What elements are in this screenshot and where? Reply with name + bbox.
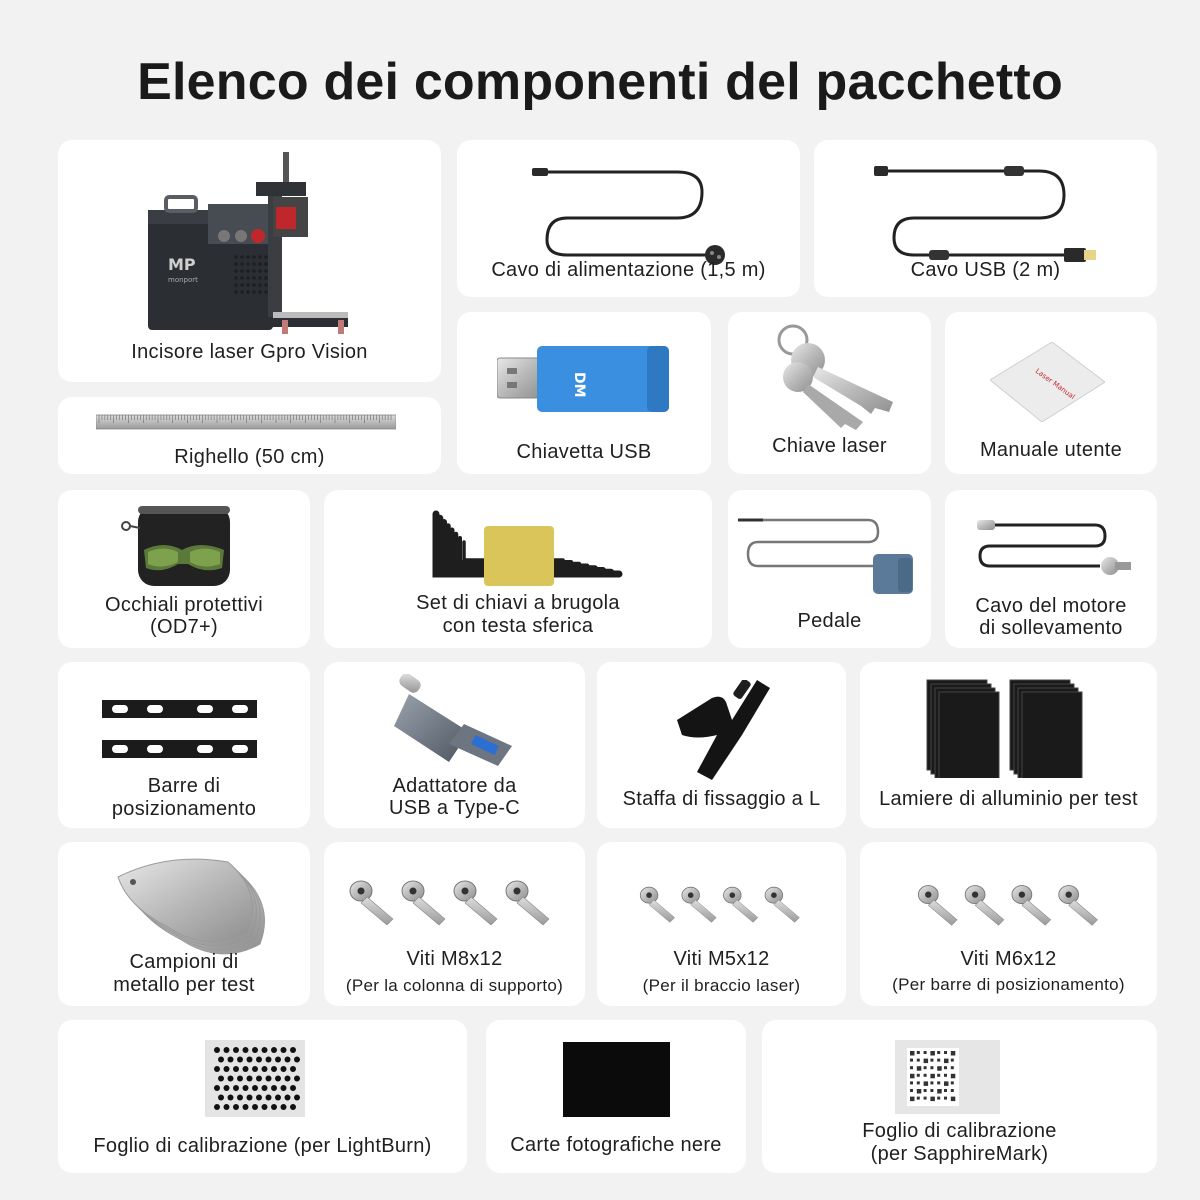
hex-key-set-icon (424, 504, 629, 594)
m8-screws-icon (344, 877, 554, 927)
component-sublabel: (Per la colonna di supporto) (345, 976, 564, 995)
ruler-icon (96, 413, 396, 433)
component-card-ruler (58, 397, 441, 474)
component-label: (OD7+) (150, 616, 218, 638)
component-label: Manuale utente (979, 439, 1123, 461)
component-card-hex-key-set (324, 490, 712, 648)
component-card-l-bracket (597, 662, 846, 828)
component-card-m5-screws (597, 842, 846, 1006)
black-photo-paper-icon (563, 1042, 670, 1117)
component-label: Chiave laser (772, 435, 887, 457)
component-card-manual (945, 312, 1157, 474)
component-label: Righello (50 cm) (174, 446, 325, 468)
component-card-black-photo-paper (486, 1020, 746, 1173)
component-label: posizionamento (111, 798, 257, 820)
svg-text:MP: MP (168, 255, 196, 274)
component-label: Viti M8x12 (406, 948, 503, 970)
component-card-pedal (728, 490, 931, 648)
component-card-usb-stick (457, 312, 711, 474)
calibration-sheet-sapphiremark-icon (895, 1040, 1000, 1114)
usb-stick-icon (497, 342, 672, 417)
component-label: Campioni di (129, 951, 239, 973)
manual-icon (990, 342, 1105, 422)
svg-text:Laser Manual: Laser Manual (1033, 367, 1077, 402)
component-card-goggles (58, 490, 310, 648)
component-label: Occhiali protettivi (105, 594, 263, 616)
svg-text:monport: monport (168, 276, 198, 284)
component-label: di sollevamento (979, 617, 1123, 639)
component-label: Incisore laser Gpro Vision (131, 341, 368, 363)
lift-motor-cable-icon (975, 518, 1135, 578)
usb-cable-icon (869, 160, 1099, 265)
component-card-calibration-sheet-sapphiremark (762, 1020, 1157, 1173)
component-label: Adattatore da (392, 775, 517, 797)
component-label: Cavo del motore (975, 595, 1127, 617)
pedal-icon (738, 518, 923, 598)
m5-screws-icon (632, 884, 807, 924)
component-card-metal-samples (58, 842, 310, 1006)
component-label: Foglio di calibrazione (862, 1120, 1057, 1142)
component-label: Staffa di fissaggio a L (622, 788, 821, 810)
component-card-m8-screws (324, 842, 585, 1006)
component-label: (per SapphireMark) (870, 1143, 1049, 1165)
component-card-positioning-bars (58, 662, 310, 828)
page-title: Elenco dei componenti del pacchetto (137, 53, 1063, 111)
component-card-power-cable (457, 140, 800, 297)
aluminum-sheets-icon (925, 678, 1085, 778)
m6-screws-icon (910, 882, 1105, 927)
l-bracket-icon (672, 680, 772, 780)
component-label: Cavo di alimentazione (1,5 m) (491, 259, 766, 281)
component-card-calibration-sheet-lightburn (58, 1020, 467, 1173)
svg-text:DM: DM (571, 372, 587, 398)
component-label: Cavo USB (2 m) (910, 259, 1061, 281)
component-label: Pedale (797, 610, 862, 632)
component-label: Barre di (147, 775, 221, 797)
component-label: Set di chiavi a brugola (416, 592, 620, 614)
keys-icon (763, 322, 903, 432)
laser-engraver-icon (148, 152, 348, 350)
component-card-m6-screws (860, 842, 1157, 1006)
component-card-keys (728, 312, 931, 474)
component-sublabel: (Per il braccio laser) (642, 976, 801, 995)
component-label: metallo per test (113, 974, 255, 996)
component-card-aluminum-sheets (860, 662, 1157, 828)
component-sublabel: (Per barre di posizionamento) (892, 975, 1125, 994)
component-label: USB a Type-C (388, 797, 521, 819)
component-label: Lamiere di alluminio per test (879, 788, 1138, 810)
positioning-bars-icon (102, 696, 262, 761)
component-label: Carte fotografiche nere (510, 1134, 722, 1156)
component-card-usb-c-adapter (324, 662, 585, 828)
component-label: Foglio di calibrazione (per LightBurn) (93, 1135, 432, 1157)
component-label: Chiavetta USB (516, 441, 652, 463)
metal-samples-icon (108, 852, 268, 957)
component-card-lift-motor-cable (945, 490, 1157, 648)
power-cable-icon (527, 160, 737, 265)
component-label: con testa sferica (442, 615, 594, 637)
component-label: Viti M5x12 (673, 948, 770, 970)
calibration-sheet-lightburn-icon (205, 1040, 305, 1117)
goggles-icon (108, 498, 238, 590)
component-label: Viti M6x12 (960, 948, 1057, 970)
usb-c-adapter-icon (394, 674, 514, 766)
component-card-usb-cable (814, 140, 1157, 297)
component-card-laser-engraver (58, 140, 441, 382)
